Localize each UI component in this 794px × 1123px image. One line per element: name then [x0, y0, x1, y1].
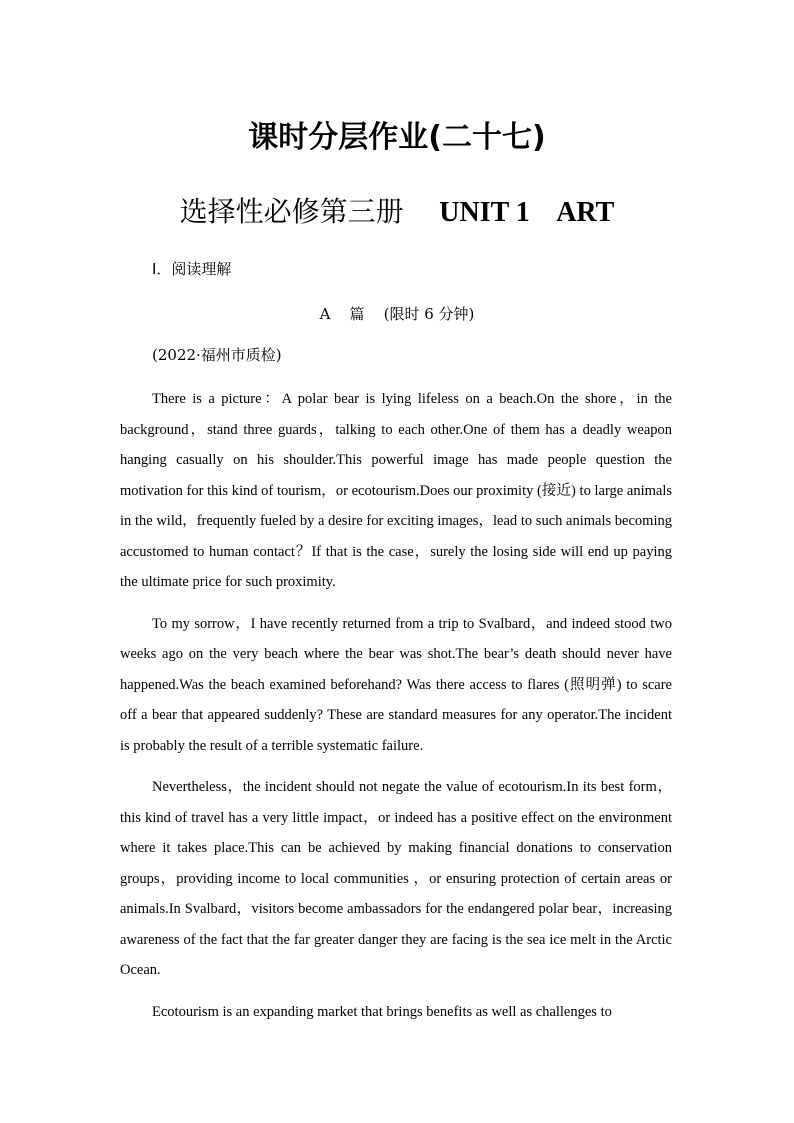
paragraph-4: Ecotourism is an expanding market that brings benefits as well as challenges to — [152, 1003, 612, 1020]
passage-heading: A 篇 (限时 6 分钟) — [319, 305, 475, 323]
passage-source: (2022·福州市质检) — [152, 346, 282, 364]
paragraph-1: There is a picture：A polar bear is lying lifeless on a beach.On the shore，in the background，stand three guards，talking to each other.One of them has a deadly weapon hanging casually on his shoulder.This powerful image has made people question the motivation for this kind of tourism，or ecotourism.Does our proximity (接近) to large animals in the wild，frequently fueled by a desire for exciting images，lead to such animals becoming accustomed to human contact？If that is the case，surely the losing side will end up paying the ultimate price for such proximity. — [120, 391, 672, 590]
passage-body — [120, 384, 672, 1038]
page-title: 课时分层作业(二十七) — [248, 120, 546, 155]
subtitle-unit: UNIT 1 ART — [439, 197, 615, 228]
subtitle-chinese: 选择性必修第三册 — [179, 195, 404, 228]
paragraph-3: Nevertheless，the incident should not negate the value of ecotourism.In its best form，this kind of travel has a very little impact，or indeed has a positive effect on the environment where it takes place.This can be achieved by making financial donations to conservation groups，providing income to local communities ，or ensuring protection of certain areas or animals.In Svalbard，visitors become ambassadors for the endangered polar bear，increasing awareness of the fact that the far greater danger they are facing is the sea ice melt in the Arctic Ocean. — [120, 779, 672, 978]
section-heading: Ⅰ．阅读理解 — [152, 260, 232, 278]
page-subtitle — [0, 190, 794, 230]
paragraph-2: To my sorrow，I have recently returned from a trip to Svalbard，and indeed stood two weeks ago on the very beach where the bear was shot.The bear’s death should never have happened.Was the beach examined beforehand? Was there access to flares (照明弹) to scare off a bear that appeared suddenly? These are standard measures for any operator.The incident is probably the result of a terrible systematic failure. — [120, 615, 672, 754]
